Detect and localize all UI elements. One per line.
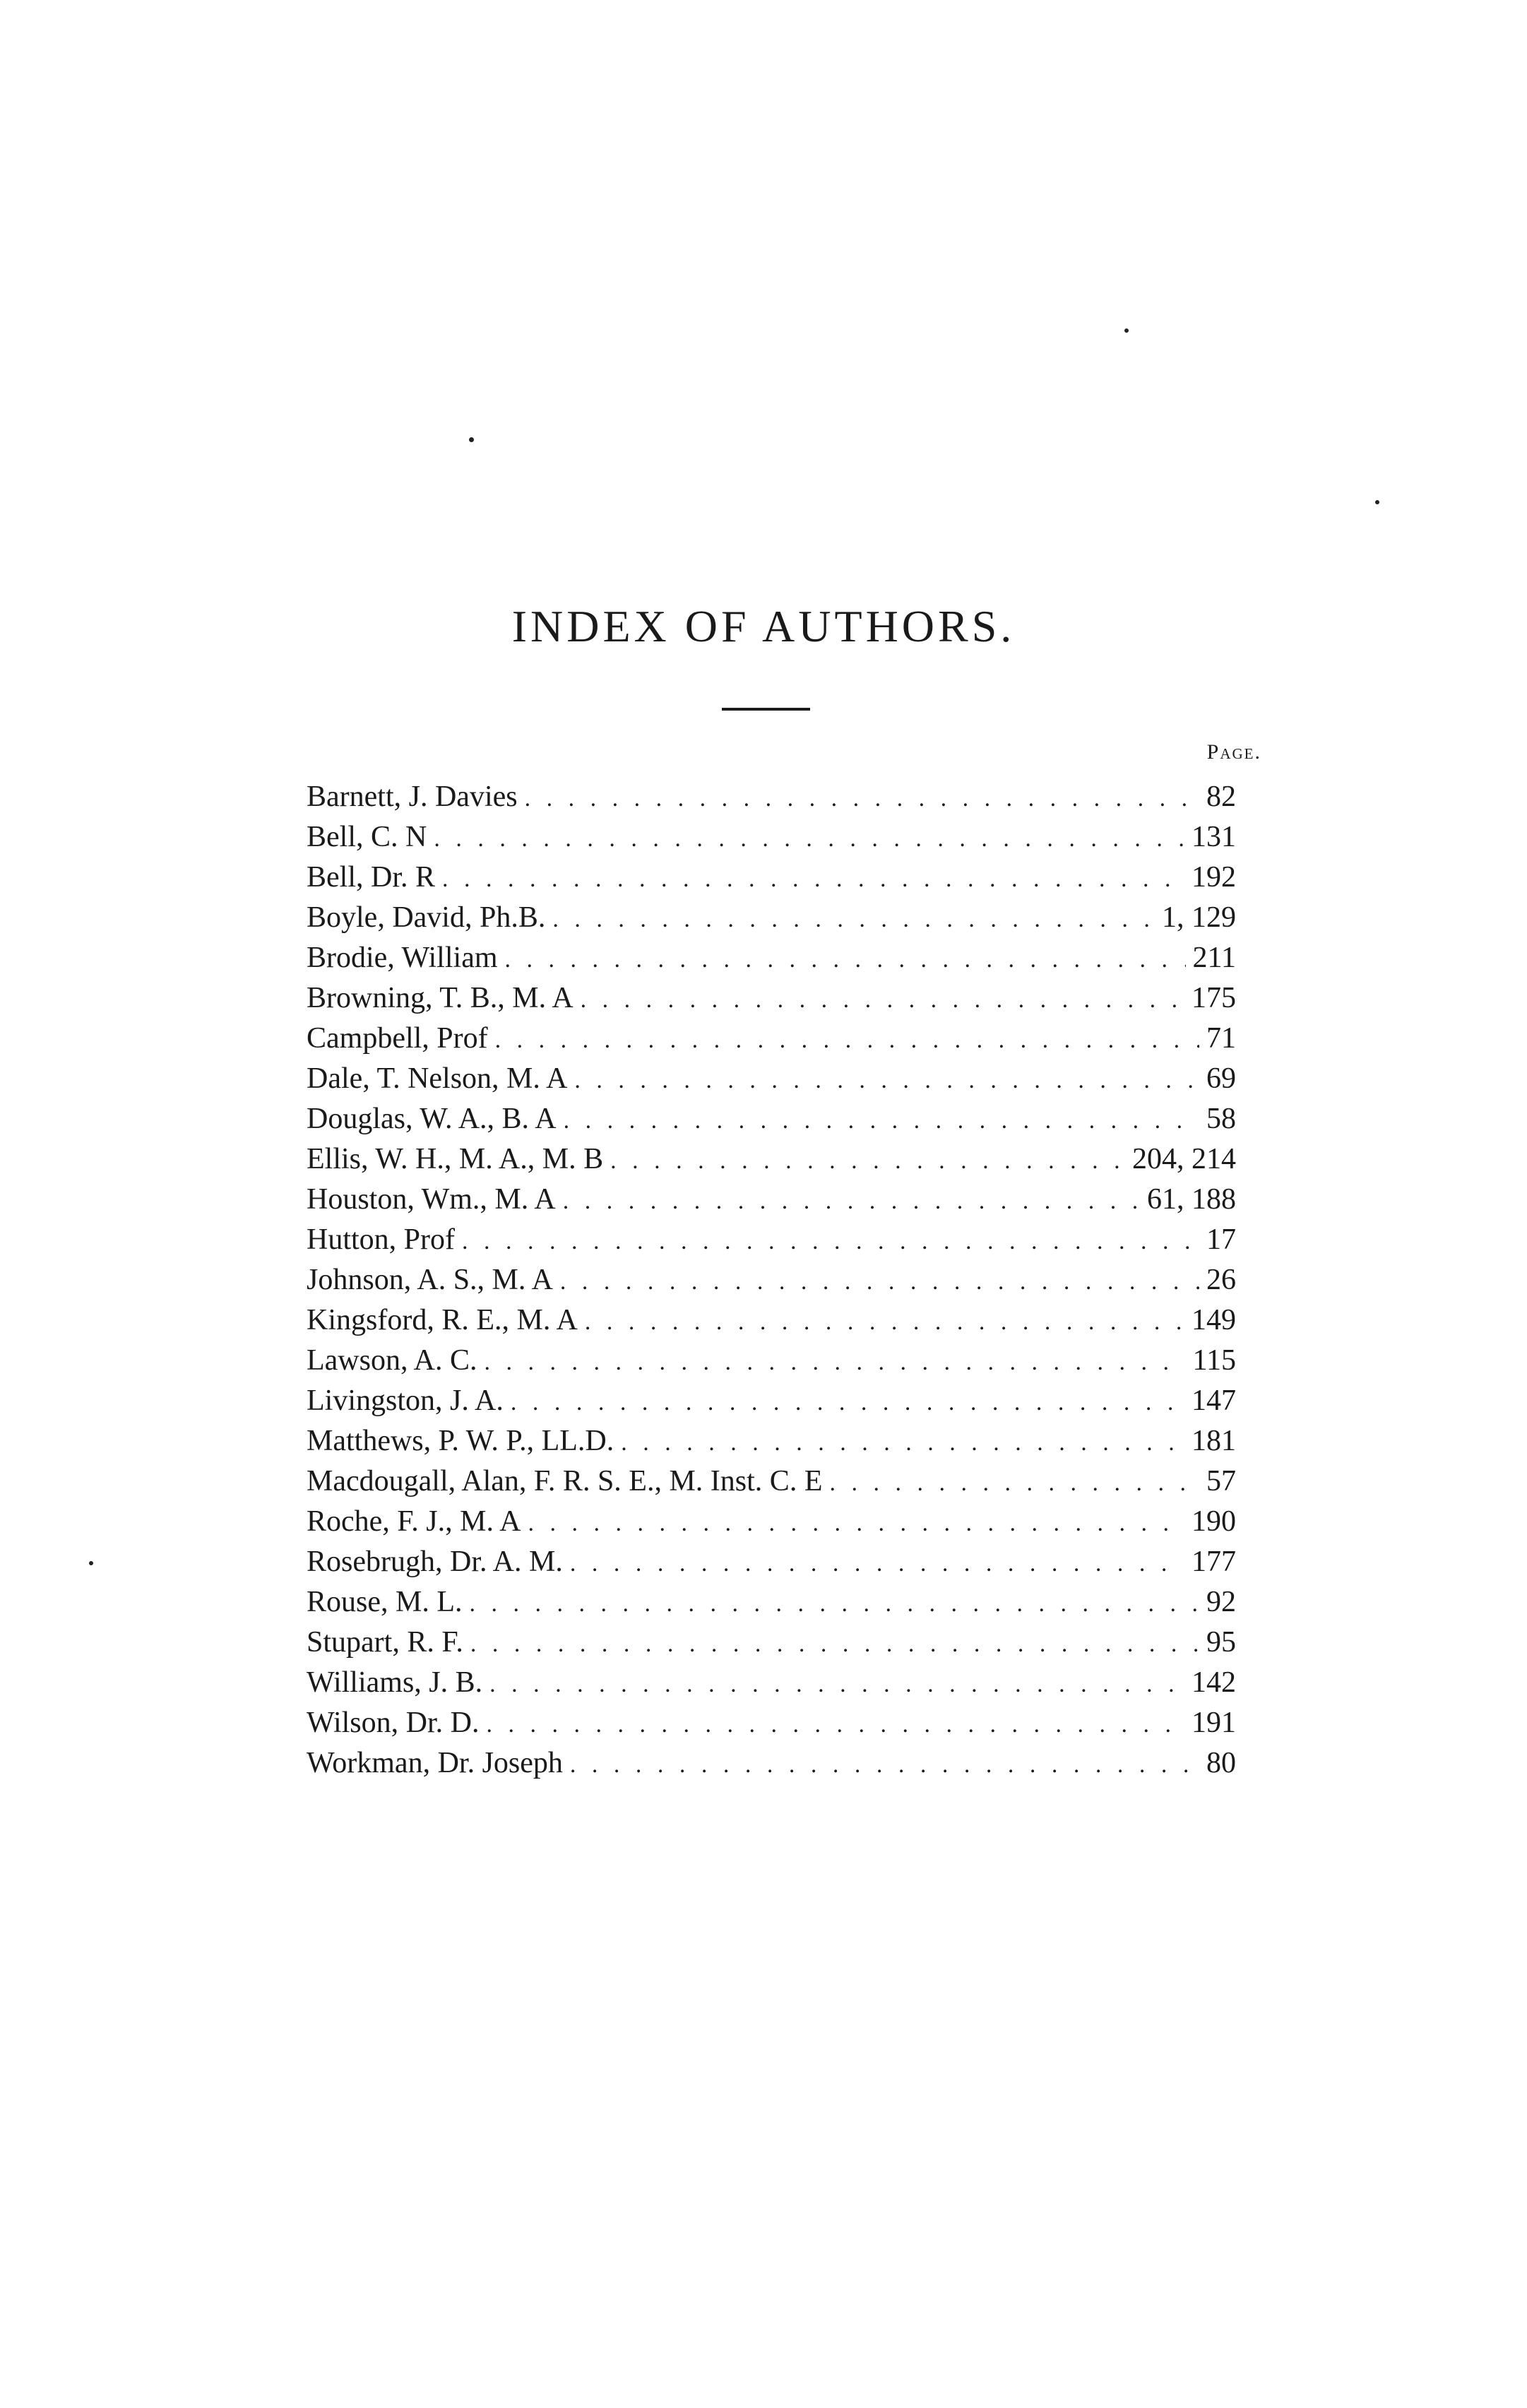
page-column-header: Page. (1206, 740, 1261, 764)
author-name: Livingston, J. A. (307, 1384, 504, 1417)
index-entry (307, 1582, 1236, 1623)
index-entry (307, 1502, 1236, 1542)
index-entry (307, 1300, 1236, 1341)
dot-leader (489, 1664, 1184, 1704)
dot-leader (505, 939, 1186, 980)
author-name: Browning, T. B., M. A (307, 982, 574, 1014)
author-name: Bell, Dr. R (307, 861, 436, 894)
index-entry (307, 777, 1236, 817)
dot-leader (610, 1141, 1125, 1181)
page-number: 92 (1206, 1586, 1236, 1618)
page-number: 17 (1206, 1223, 1236, 1256)
author-name: Wilson, Dr. D. (307, 1707, 480, 1739)
index-entry (307, 1542, 1236, 1582)
index-entry (307, 1743, 1236, 1784)
author-name: Douglas, W. A., B. A (307, 1103, 557, 1135)
author-name: Kingsford, R. E., M. A (307, 1304, 578, 1336)
author-name: Bell, C. N (307, 821, 427, 853)
index-entry (307, 1139, 1236, 1180)
stray-mark (1124, 328, 1129, 333)
index-entry (307, 1059, 1236, 1099)
page-number: 190 (1192, 1505, 1236, 1538)
index-entry (307, 1260, 1236, 1300)
author-name: Ellis, W. H., M. A., M. B (307, 1143, 604, 1175)
page-number: 192 (1192, 861, 1236, 894)
author-name: Dale, T. Nelson, M. A (307, 1062, 568, 1095)
page-number: 175 (1192, 982, 1236, 1014)
author-name: Rouse, M. L. (307, 1586, 463, 1618)
index-entry (307, 898, 1236, 938)
index-entry (307, 938, 1236, 978)
page-number: 181 (1192, 1425, 1236, 1457)
author-name: Williams, J. B. (307, 1666, 483, 1699)
author-name: Barnett, J. Davies (307, 781, 518, 813)
dot-leader (563, 1181, 1140, 1221)
page-number: 61, 188 (1147, 1183, 1236, 1216)
dot-leader (560, 1262, 1199, 1302)
dot-leader (462, 1221, 1199, 1262)
index-entry (307, 1623, 1236, 1663)
dot-leader (570, 1543, 1184, 1584)
index-entry (307, 1381, 1236, 1421)
dot-leader (829, 1463, 1199, 1503)
page-number: 131 (1192, 821, 1236, 853)
dot-leader (434, 819, 1184, 859)
dot-leader (621, 1423, 1184, 1463)
page-number: 142 (1192, 1666, 1236, 1699)
page-title: INDEX OF AUTHORS. (511, 601, 1016, 651)
stray-mark (89, 1561, 93, 1565)
author-name: Workman, Dr. Joseph (307, 1747, 563, 1779)
author-name: Rosebrugh, Dr. A. M. (307, 1546, 563, 1578)
dot-leader (581, 980, 1184, 1020)
dot-leader (486, 1704, 1184, 1745)
author-name: Matthews, P. W. P., LL.D. (307, 1425, 614, 1457)
index-entry (307, 1099, 1236, 1139)
author-name: Macdougall, Alan, F. R. S. E., M. Inst. C. E (307, 1465, 823, 1497)
dot-leader (442, 859, 1184, 899)
index-entry (307, 1341, 1236, 1381)
dot-leader (485, 1342, 1186, 1382)
author-name: Stupart, R. F. (307, 1626, 463, 1659)
page-number: 82 (1206, 781, 1236, 813)
author-name: Johnson, A. S., M. A (307, 1264, 553, 1296)
index-entry (307, 1703, 1236, 1743)
index-entry (307, 1421, 1236, 1461)
index-entry (307, 1180, 1236, 1220)
author-name: Boyle, David, Ph.B. (307, 901, 546, 934)
dot-leader (585, 1302, 1184, 1342)
page-number: 95 (1206, 1626, 1236, 1659)
index-entry (307, 1461, 1236, 1502)
page-number: 26 (1206, 1264, 1236, 1296)
author-name: Houston, Wm., M. A (307, 1183, 556, 1216)
dot-leader (470, 1584, 1200, 1624)
author-name: Brodie, William (307, 942, 498, 974)
dot-leader (574, 1060, 1199, 1101)
page-number: 58 (1206, 1103, 1236, 1135)
dot-leader (528, 1503, 1185, 1543)
page-number: 57 (1206, 1465, 1236, 1497)
page-number: 177 (1192, 1546, 1236, 1578)
author-name: Hutton, Prof (307, 1223, 455, 1256)
page-number: 204, 214 (1132, 1143, 1236, 1175)
dot-leader (511, 1382, 1184, 1423)
page-number: 191 (1192, 1707, 1236, 1739)
page-number: 1, 129 (1162, 901, 1236, 934)
index-entry (307, 978, 1236, 1019)
author-index-list (307, 777, 1236, 1784)
page-number: 80 (1206, 1747, 1236, 1779)
dot-leader (525, 778, 1199, 819)
dot-leader (495, 1020, 1199, 1060)
dot-leader (570, 1745, 1199, 1785)
index-entry (307, 1663, 1236, 1703)
dot-leader (564, 1101, 1199, 1141)
stray-mark (469, 437, 474, 442)
page-number: 115 (1192, 1344, 1236, 1377)
page-number: 211 (1192, 942, 1236, 974)
page-number: 71 (1206, 1022, 1236, 1055)
index-entry (307, 1019, 1236, 1059)
stray-mark (1375, 500, 1379, 504)
author-name: Lawson, A. C. (307, 1344, 477, 1377)
page-number: 149 (1192, 1304, 1236, 1336)
author-name: Roche, F. J., M. A (307, 1505, 521, 1538)
dot-leader (470, 1624, 1199, 1664)
dot-leader (552, 899, 1155, 939)
index-entry (307, 858, 1236, 898)
title-rule (722, 708, 810, 711)
index-entry (307, 817, 1236, 858)
index-entry (307, 1220, 1236, 1260)
page-number: 69 (1206, 1062, 1236, 1095)
author-name: Campbell, Prof (307, 1022, 488, 1055)
page-number: 147 (1192, 1384, 1236, 1417)
